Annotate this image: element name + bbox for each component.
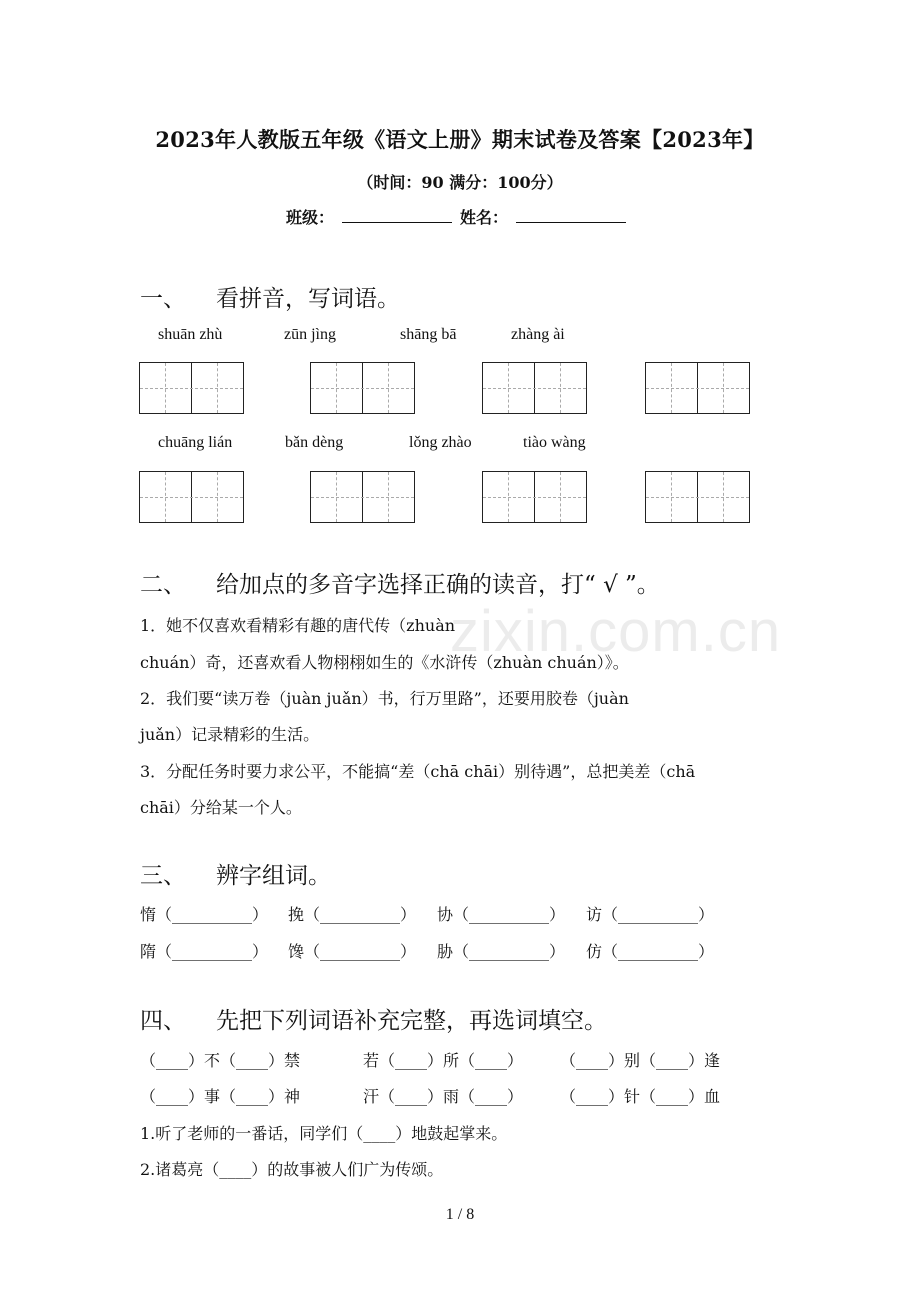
section1-heading [140, 280, 400, 313]
fill-question[interactable]: 1.听了老师的一番话，同学们（____）地鼓起掌来。 [140, 1124, 508, 1143]
writing-grid[interactable] [482, 471, 587, 523]
pinyin-1: shuān zhù [158, 326, 223, 343]
question-line: 1．她不仅喜欢看精彩有趣的唐代传（zhuàn [140, 616, 456, 635]
word-item[interactable]: 惰（__________） [140, 905, 269, 924]
section2-title: 给加点的多音字选择正确的读音，打“ √ ”。 [216, 572, 660, 598]
pinyin-6: bǎn dèng [285, 434, 344, 451]
name-label: 姓名： [460, 208, 509, 227]
exam-info: （时间：90 满分：100分） [357, 173, 563, 192]
question-line: chuán）奇，还喜欢看人物栩栩如生的《水浒传（zhuàn chuán）》。 [140, 653, 629, 672]
word-item[interactable]: 挽（__________） [288, 905, 417, 924]
section4-title: 先把下列词语补充完整，再选词填空。 [216, 1008, 607, 1034]
section1-number: 一、 [140, 286, 186, 312]
word-item[interactable]: 隋（__________） [140, 942, 269, 961]
pinyin-5: chuāng lián [158, 434, 233, 451]
class-blank[interactable] [342, 206, 452, 223]
word-item[interactable]: 胁（__________） [437, 942, 566, 961]
name-blank[interactable] [516, 206, 626, 223]
writing-grid[interactable] [645, 362, 750, 414]
word-item[interactable]: 仿（__________） [586, 942, 715, 961]
pinyin-4: zhàng ài [511, 326, 565, 343]
watermark: zixin.com.cn [450, 599, 782, 664]
idiom-item[interactable]: （____）不（____）禁 [140, 1051, 301, 1070]
pinyin-7: lǒng zhào [409, 434, 472, 451]
student-info-line [0, 205, 920, 228]
word-item[interactable]: 馋（__________） [288, 942, 417, 961]
idiom-item[interactable]: （____）事（____）神 [140, 1087, 301, 1106]
idiom-item[interactable]: 汗（____）雨（____） [363, 1087, 524, 1106]
page-title: 2023年人教版五年级《语文上册》期末试卷及答案【2023年】 [155, 127, 765, 152]
idiom-item[interactable]: （____）别（____）逢 [560, 1051, 721, 1070]
page-number: 1 / 8 [445, 1206, 475, 1223]
pinyin-2: zūn jìng [284, 326, 336, 343]
fill-question[interactable]: 2.诸葛亮（____）的故事被人们广为传颂。 [140, 1160, 444, 1179]
section4-heading [140, 1002, 607, 1035]
section3-heading [140, 857, 331, 890]
class-label: 班级： [285, 208, 334, 227]
writing-grid[interactable] [139, 362, 244, 414]
word-item[interactable]: 协（__________） [437, 905, 566, 924]
question-line: 2．我们要“读万卷（juàn juǎn）书，行万里路”，还要用胶卷（juàn [140, 689, 629, 708]
idiom-item[interactable]: （____）针（____）血 [560, 1087, 721, 1106]
pinyin-8: tiào wàng [523, 434, 586, 451]
pinyin-3: shāng bā [400, 326, 457, 343]
word-item[interactable]: 访（__________） [586, 905, 715, 924]
writing-grid[interactable] [310, 471, 415, 523]
section3-title: 辨字组词。 [216, 863, 331, 889]
question-line: juǎn）记录精彩的生活。 [140, 725, 320, 744]
section4-number: 四、 [140, 1008, 186, 1034]
idiom-item[interactable]: 若（____）所（____） [363, 1051, 524, 1070]
question-line: chāi）分给某一个人。 [140, 798, 302, 817]
section3-number: 三、 [140, 863, 186, 889]
writing-grid[interactable] [482, 362, 587, 414]
section2-number: 二、 [140, 572, 186, 598]
writing-grid[interactable] [645, 471, 750, 523]
question-line: 3．分配任务时要力求公平，不能搞“差（chā chāi）别待遇”，总把美差（chā [140, 762, 696, 781]
section1-title: 看拼音，写词语。 [216, 286, 400, 312]
writing-grid[interactable] [139, 471, 244, 523]
section2-heading [140, 566, 660, 599]
writing-grid[interactable] [310, 362, 415, 414]
